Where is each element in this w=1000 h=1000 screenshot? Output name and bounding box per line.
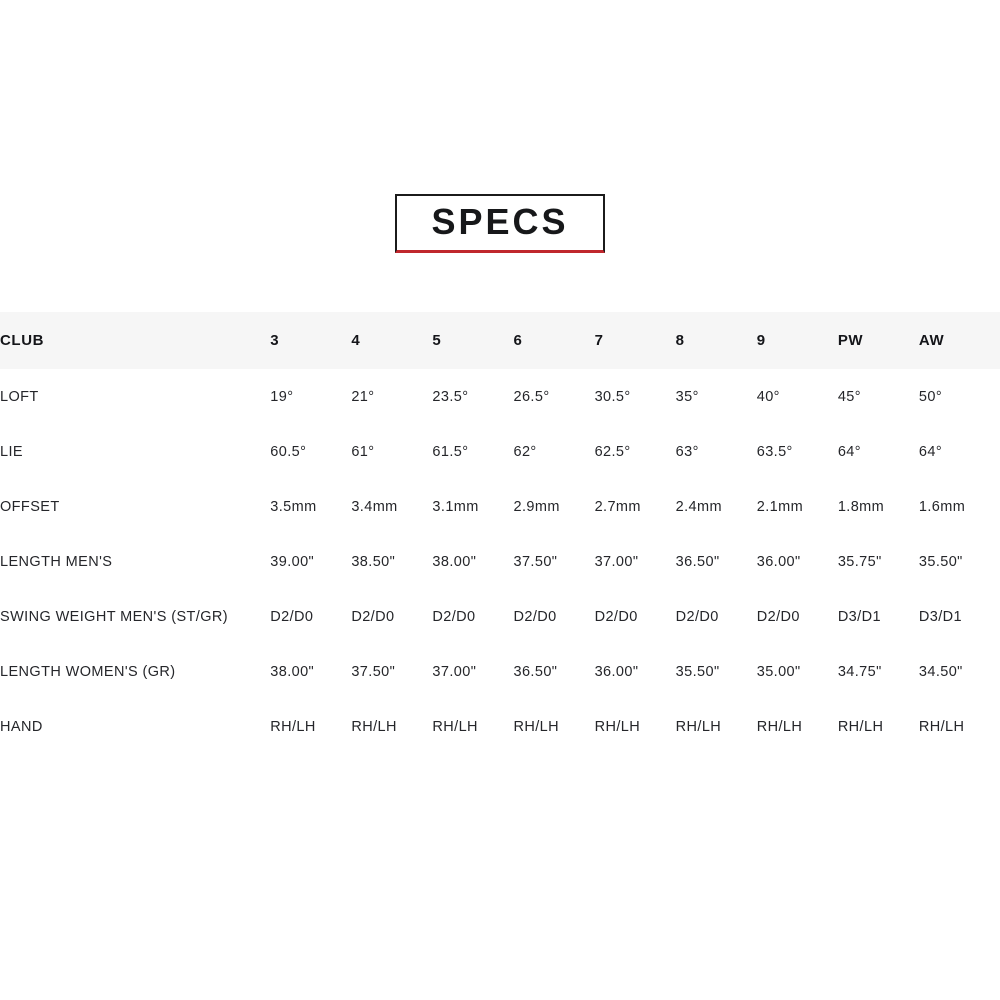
table-cell: 2.1mm	[756, 498, 804, 515]
table-cell: 45°	[837, 388, 861, 405]
table-row	[0, 534, 1000, 589]
table-cell: 30.5°	[594, 388, 631, 405]
table-cell: 37.50"	[351, 663, 396, 680]
table-cell: 2.7mm	[594, 498, 641, 515]
table-cell: 37.50"	[513, 553, 558, 570]
row-label: HAND	[0, 718, 43, 735]
table-cell: 2.4mm	[675, 498, 722, 515]
table-row	[0, 699, 1000, 754]
column-header-pw: PW	[837, 332, 864, 349]
table-row	[0, 479, 1000, 534]
table-cell: RH/LH	[675, 718, 722, 735]
table-cell: 63.5°	[756, 443, 793, 460]
table-cell: 35.00"	[756, 663, 801, 680]
table-cell: D2/D0	[513, 608, 557, 625]
table-cell: RH/LH	[918, 718, 965, 735]
table-cell: 23.5°	[432, 388, 469, 405]
table-cell: 64°	[837, 443, 861, 460]
column-header-club: CLUB	[0, 332, 45, 349]
table-cell: 21°	[351, 388, 375, 405]
column-header-8: 8	[675, 332, 685, 349]
table-cell: 62°	[513, 443, 537, 460]
table-cell: D2/D0	[351, 608, 395, 625]
table-cell: D2/D0	[432, 608, 476, 625]
table-cell: 36.00"	[594, 663, 639, 680]
page-title: SPECS	[431, 201, 569, 242]
table-cell: 34.75"	[837, 663, 882, 680]
table-cell: 38.50"	[351, 553, 396, 570]
table-cell: RH/LH	[432, 718, 478, 735]
table-cell: RH/LH	[594, 718, 641, 735]
table-cell: 36.00"	[756, 553, 801, 570]
table-cell: 37.00"	[594, 553, 639, 570]
table-cell: D2/D0	[270, 608, 314, 625]
table-cell: RH/LH	[513, 718, 560, 735]
table-cell: 37.00"	[432, 663, 477, 680]
table-cell: 36.50"	[675, 553, 720, 570]
table-cell: 36.50"	[513, 663, 558, 680]
table-row	[0, 589, 1000, 644]
row-label: LENGTH MEN'S	[0, 553, 113, 570]
table-cell: D2/D0	[675, 608, 719, 625]
specs-table-header	[0, 312, 1000, 369]
specs-table-container	[0, 312, 1000, 754]
row-label: OFFSET	[0, 498, 60, 515]
table-cell: 62.5°	[594, 443, 631, 460]
table-cell: RH/LH	[756, 718, 803, 735]
table-row	[0, 424, 1000, 479]
table-cell: RH/LH	[351, 718, 397, 735]
row-label: SWING WEIGHT MEN'S (ST/GR)	[0, 608, 228, 625]
table-cell: 3.4mm	[351, 498, 398, 515]
column-header-4: 4	[351, 332, 361, 349]
table-cell: RH/LH	[270, 718, 316, 735]
column-header-6: 6	[513, 332, 523, 349]
column-header-3: 3	[270, 332, 280, 349]
table-cell: 63°	[675, 443, 699, 460]
table-cell: 38.00"	[432, 553, 477, 570]
specs-table	[0, 312, 1000, 754]
row-label: LENGTH WOMEN'S (GR)	[0, 663, 176, 680]
table-cell: 35.75"	[837, 553, 882, 570]
page-title-box	[395, 194, 604, 253]
page-title-container	[0, 194, 1000, 253]
table-cell: 3.5mm	[270, 498, 317, 515]
table-cell: 1.6mm	[918, 498, 966, 515]
table-cell: 40°	[756, 388, 780, 405]
table-header-row	[0, 312, 1000, 369]
table-cell: RH/LH	[837, 718, 884, 735]
row-label: LIE	[0, 443, 23, 460]
table-cell: 35.50"	[675, 663, 720, 680]
table-cell: 3.1mm	[432, 498, 479, 515]
table-cell: D3/D1	[837, 608, 881, 625]
table-cell: 61°	[351, 443, 375, 460]
table-cell: 2.9mm	[513, 498, 560, 515]
table-cell: D2/D0	[594, 608, 638, 625]
table-cell: 64°	[918, 443, 943, 460]
table-cell: 35.50"	[918, 553, 963, 570]
table-cell: 34.50"	[918, 663, 963, 680]
row-label: LOFT	[0, 388, 39, 405]
table-cell: 19°	[270, 388, 294, 405]
column-header-7: 7	[594, 332, 604, 349]
table-cell: 60.5°	[270, 443, 307, 460]
table-row	[0, 644, 1000, 699]
column-header-9: 9	[756, 332, 766, 349]
column-header-5: 5	[432, 332, 442, 349]
table-cell: 50°	[918, 388, 943, 405]
table-cell: 35°	[675, 388, 699, 405]
table-cell: 61.5°	[432, 443, 469, 460]
table-cell: 1.8mm	[837, 498, 885, 515]
table-cell: D3/D1	[918, 608, 962, 625]
specs-table-body	[0, 369, 1000, 754]
table-cell: D2/D0	[756, 608, 800, 625]
table-cell: 39.00"	[270, 553, 315, 570]
table-cell: 38.00"	[270, 663, 315, 680]
column-header-aw: AW	[918, 332, 945, 349]
table-cell: 26.5°	[513, 388, 550, 405]
table-row	[0, 369, 1000, 424]
